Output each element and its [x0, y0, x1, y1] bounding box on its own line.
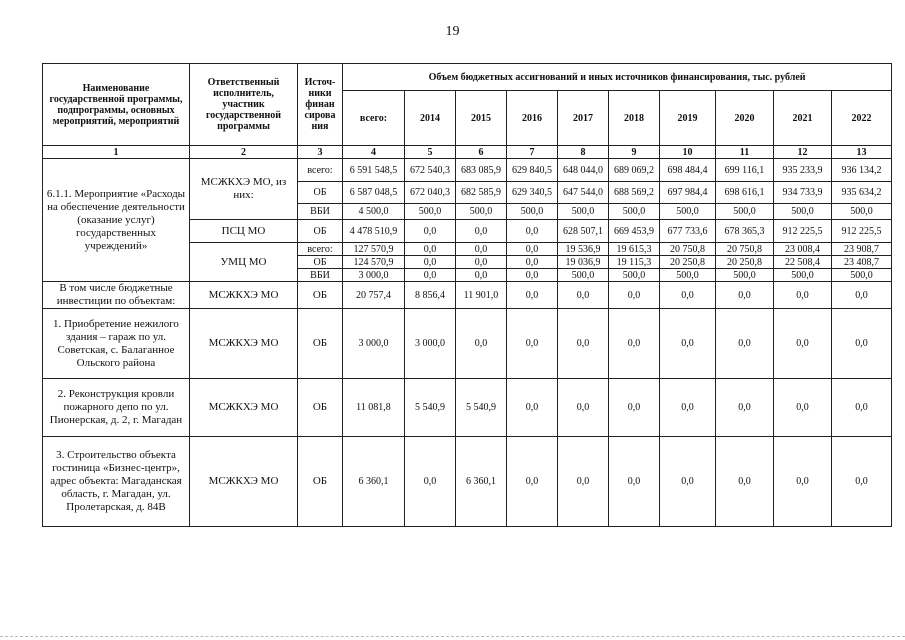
executor-cell: МСЖКХЭ МО: [190, 379, 298, 437]
header-executor: Ответственный исполнитель, участник государственной программы: [190, 64, 298, 146]
value-cell: 697 984,4: [660, 182, 716, 204]
header-volume: Объем бюджетных ассигнований и иных источников финансирования, тыс. рублей: [343, 64, 892, 91]
header-source: Источ-ники финан сирова ния: [298, 64, 343, 146]
value-cell: 11 901,0: [456, 282, 507, 309]
value-cell: 20 750,8: [716, 243, 774, 256]
header-year: 2022: [832, 91, 892, 146]
value-cell: 500,0: [405, 204, 456, 220]
value-cell: 683 085,9: [456, 159, 507, 182]
value-cell: 127 570,9: [343, 243, 405, 256]
value-cell: 500,0: [716, 204, 774, 220]
column-number: 2: [190, 146, 298, 159]
value-cell: 0,0: [507, 309, 558, 379]
value-cell: 23 908,7: [832, 243, 892, 256]
value-cell: 0,0: [456, 309, 507, 379]
object-name: В том числе бюджетные инвестиции по объектам:: [43, 282, 190, 309]
object-name: 3. Строительство объекта гостиница «Бизнес-центр», адрес объекта: Магаданская область, г. Магадан, ул. Пролетарская, д. 84В: [43, 437, 190, 527]
header-year: 2021: [774, 91, 832, 146]
value-cell: 19 036,9: [558, 256, 609, 269]
value-cell: 0,0: [609, 282, 660, 309]
value-cell: 6 587 048,5: [343, 182, 405, 204]
table-row: [43, 159, 892, 182]
value-cell: 500,0: [716, 269, 774, 282]
value-cell: 0,0: [405, 269, 456, 282]
value-cell: 688 569,2: [609, 182, 660, 204]
value-cell: 0,0: [405, 256, 456, 269]
value-cell: 912 225,5: [774, 220, 832, 243]
header-year: 2016: [507, 91, 558, 146]
value-cell: 500,0: [558, 269, 609, 282]
executor-cell: ПСЦ МО: [190, 220, 298, 243]
column-number: 4: [343, 146, 405, 159]
value-cell: 698 616,1: [716, 182, 774, 204]
source-cell: ОБ: [298, 379, 343, 437]
column-number: 11: [716, 146, 774, 159]
header-name: Наименование государственной программы, подпрограммы, основных мероприятий, мероприятий: [43, 64, 190, 146]
source-cell: ОБ: [298, 220, 343, 243]
table-row: [43, 282, 892, 309]
value-cell: 3 000,0: [405, 309, 456, 379]
table-row: [43, 309, 892, 379]
header-year: 2020: [716, 91, 774, 146]
value-cell: 22 508,4: [774, 256, 832, 269]
value-cell: 0,0: [660, 309, 716, 379]
value-cell: 8 856,4: [405, 282, 456, 309]
header-year: 2018: [609, 91, 660, 146]
page-number: 19: [445, 24, 460, 39]
value-cell: 0,0: [507, 256, 558, 269]
value-cell: 0,0: [456, 220, 507, 243]
executor-cell: МСЖКХЭ МО: [190, 437, 298, 527]
column-number: 10: [660, 146, 716, 159]
value-cell: 678 365,3: [716, 220, 774, 243]
value-cell: 0,0: [716, 437, 774, 527]
value-cell: 648 044,0: [558, 159, 609, 182]
value-cell: 0,0: [716, 309, 774, 379]
value-cell: 19 536,9: [558, 243, 609, 256]
value-cell: 0,0: [456, 269, 507, 282]
source-cell: ОБ: [298, 256, 343, 269]
value-cell: 0,0: [716, 282, 774, 309]
value-cell: 500,0: [609, 204, 660, 220]
value-cell: 20 250,8: [716, 256, 774, 269]
value-cell: 20 250,8: [660, 256, 716, 269]
value-cell: 500,0: [660, 204, 716, 220]
value-cell: 0,0: [832, 309, 892, 379]
value-cell: 0,0: [832, 282, 892, 309]
value-cell: 124 570,9: [343, 256, 405, 269]
value-cell: 0,0: [609, 309, 660, 379]
source-cell: всего:: [298, 159, 343, 182]
value-cell: 500,0: [832, 269, 892, 282]
table-row: [43, 379, 892, 437]
header-year: 2014: [405, 91, 456, 146]
value-cell: 677 733,6: [660, 220, 716, 243]
column-number: 9: [609, 146, 660, 159]
source-cell: ВБИ: [298, 204, 343, 220]
value-cell: 3 000,0: [343, 269, 405, 282]
value-cell: 0,0: [405, 437, 456, 527]
value-cell: 0,0: [774, 309, 832, 379]
value-cell: 0,0: [609, 379, 660, 437]
value-cell: 628 507,1: [558, 220, 609, 243]
value-cell: 0,0: [558, 437, 609, 527]
source-cell: ОБ: [298, 282, 343, 309]
value-cell: 23 008,4: [774, 243, 832, 256]
value-cell: 936 134,2: [832, 159, 892, 182]
header-year: 2017: [558, 91, 609, 146]
source-cell: ОБ: [298, 182, 343, 204]
value-cell: 500,0: [774, 269, 832, 282]
column-number: 7: [507, 146, 558, 159]
value-cell: 935 634,2: [832, 182, 892, 204]
column-number: 13: [832, 146, 892, 159]
value-cell: 500,0: [456, 204, 507, 220]
value-cell: 0,0: [832, 379, 892, 437]
value-cell: 500,0: [558, 204, 609, 220]
value-cell: 0,0: [558, 282, 609, 309]
value-cell: 20 750,8: [660, 243, 716, 256]
event-name: 6.1.1. Мероприятие «Расходы на обеспечение деятельности (оказание услуг) государственных учреждений»: [43, 159, 190, 282]
value-cell: 0,0: [609, 437, 660, 527]
scan-edge-line: [0, 636, 905, 638]
value-cell: 5 540,9: [405, 379, 456, 437]
value-cell: 0,0: [507, 269, 558, 282]
object-name: 2. Реконструкция кровли пожарного депо по ул. Пионерская, д. 2, г. Магадан: [43, 379, 190, 437]
value-cell: 0,0: [660, 282, 716, 309]
value-cell: 0,0: [405, 220, 456, 243]
value-cell: 0,0: [558, 309, 609, 379]
value-cell: 19 115,3: [609, 256, 660, 269]
value-cell: 0,0: [405, 243, 456, 256]
header-year: 2019: [660, 91, 716, 146]
column-number: 5: [405, 146, 456, 159]
value-cell: 934 733,9: [774, 182, 832, 204]
value-cell: 629 840,5: [507, 159, 558, 182]
column-number: 6: [456, 146, 507, 159]
value-cell: 647 544,0: [558, 182, 609, 204]
value-cell: 11 081,8: [343, 379, 405, 437]
source-cell: ВБИ: [298, 269, 343, 282]
value-cell: 682 585,9: [456, 182, 507, 204]
column-number-row: [43, 146, 892, 159]
value-cell: 672 540,3: [405, 159, 456, 182]
source-cell: всего:: [298, 243, 343, 256]
column-number: 1: [43, 146, 190, 159]
value-cell: 935 233,9: [774, 159, 832, 182]
value-cell: 0,0: [507, 437, 558, 527]
column-number: 8: [558, 146, 609, 159]
value-cell: 0,0: [507, 282, 558, 309]
value-cell: 689 069,2: [609, 159, 660, 182]
value-cell: 912 225,5: [832, 220, 892, 243]
value-cell: 3 000,0: [343, 309, 405, 379]
value-cell: 0,0: [456, 256, 507, 269]
value-cell: 0,0: [456, 243, 507, 256]
value-cell: 0,0: [832, 437, 892, 527]
value-cell: 0,0: [558, 379, 609, 437]
value-cell: 6 360,1: [343, 437, 405, 527]
column-number: 3: [298, 146, 343, 159]
value-cell: 0,0: [774, 437, 832, 527]
value-cell: 4 478 510,9: [343, 220, 405, 243]
source-cell: ОБ: [298, 437, 343, 527]
value-cell: 500,0: [660, 269, 716, 282]
value-cell: 0,0: [660, 379, 716, 437]
value-cell: 23 408,7: [832, 256, 892, 269]
executor-cell: МСЖКХЭ МО: [190, 309, 298, 379]
budget-table: [42, 63, 892, 527]
value-cell: 6 360,1: [456, 437, 507, 527]
header-total: всего:: [343, 91, 405, 146]
value-cell: 500,0: [609, 269, 660, 282]
table-row: [43, 437, 892, 527]
value-cell: 0,0: [507, 379, 558, 437]
value-cell: 6 591 548,5: [343, 159, 405, 182]
value-cell: 0,0: [507, 220, 558, 243]
value-cell: 500,0: [832, 204, 892, 220]
value-cell: 20 757,4: [343, 282, 405, 309]
value-cell: 0,0: [660, 437, 716, 527]
executor-cell: УМЦ МО: [190, 243, 298, 282]
header-year: 2015: [456, 91, 507, 146]
header-row: [43, 64, 892, 91]
object-name: 1. Приобретение нежилого здания – гараж по ул. Советская, с. Балаганное Ольского района: [43, 309, 190, 379]
value-cell: 698 484,4: [660, 159, 716, 182]
value-cell: 629 340,5: [507, 182, 558, 204]
value-cell: 500,0: [507, 204, 558, 220]
value-cell: 669 453,9: [609, 220, 660, 243]
value-cell: 500,0: [774, 204, 832, 220]
value-cell: 5 540,9: [456, 379, 507, 437]
value-cell: 0,0: [507, 243, 558, 256]
value-cell: 4 500,0: [343, 204, 405, 220]
column-number: 12: [774, 146, 832, 159]
value-cell: 19 615,3: [609, 243, 660, 256]
value-cell: 699 116,1: [716, 159, 774, 182]
value-cell: 0,0: [716, 379, 774, 437]
executor-cell: МСЖКХЭ МО, из них:: [190, 159, 298, 220]
source-cell: ОБ: [298, 309, 343, 379]
executor-cell: МСЖКХЭ МО: [190, 282, 298, 309]
value-cell: 672 040,3: [405, 182, 456, 204]
value-cell: 0,0: [774, 379, 832, 437]
value-cell: 0,0: [774, 282, 832, 309]
